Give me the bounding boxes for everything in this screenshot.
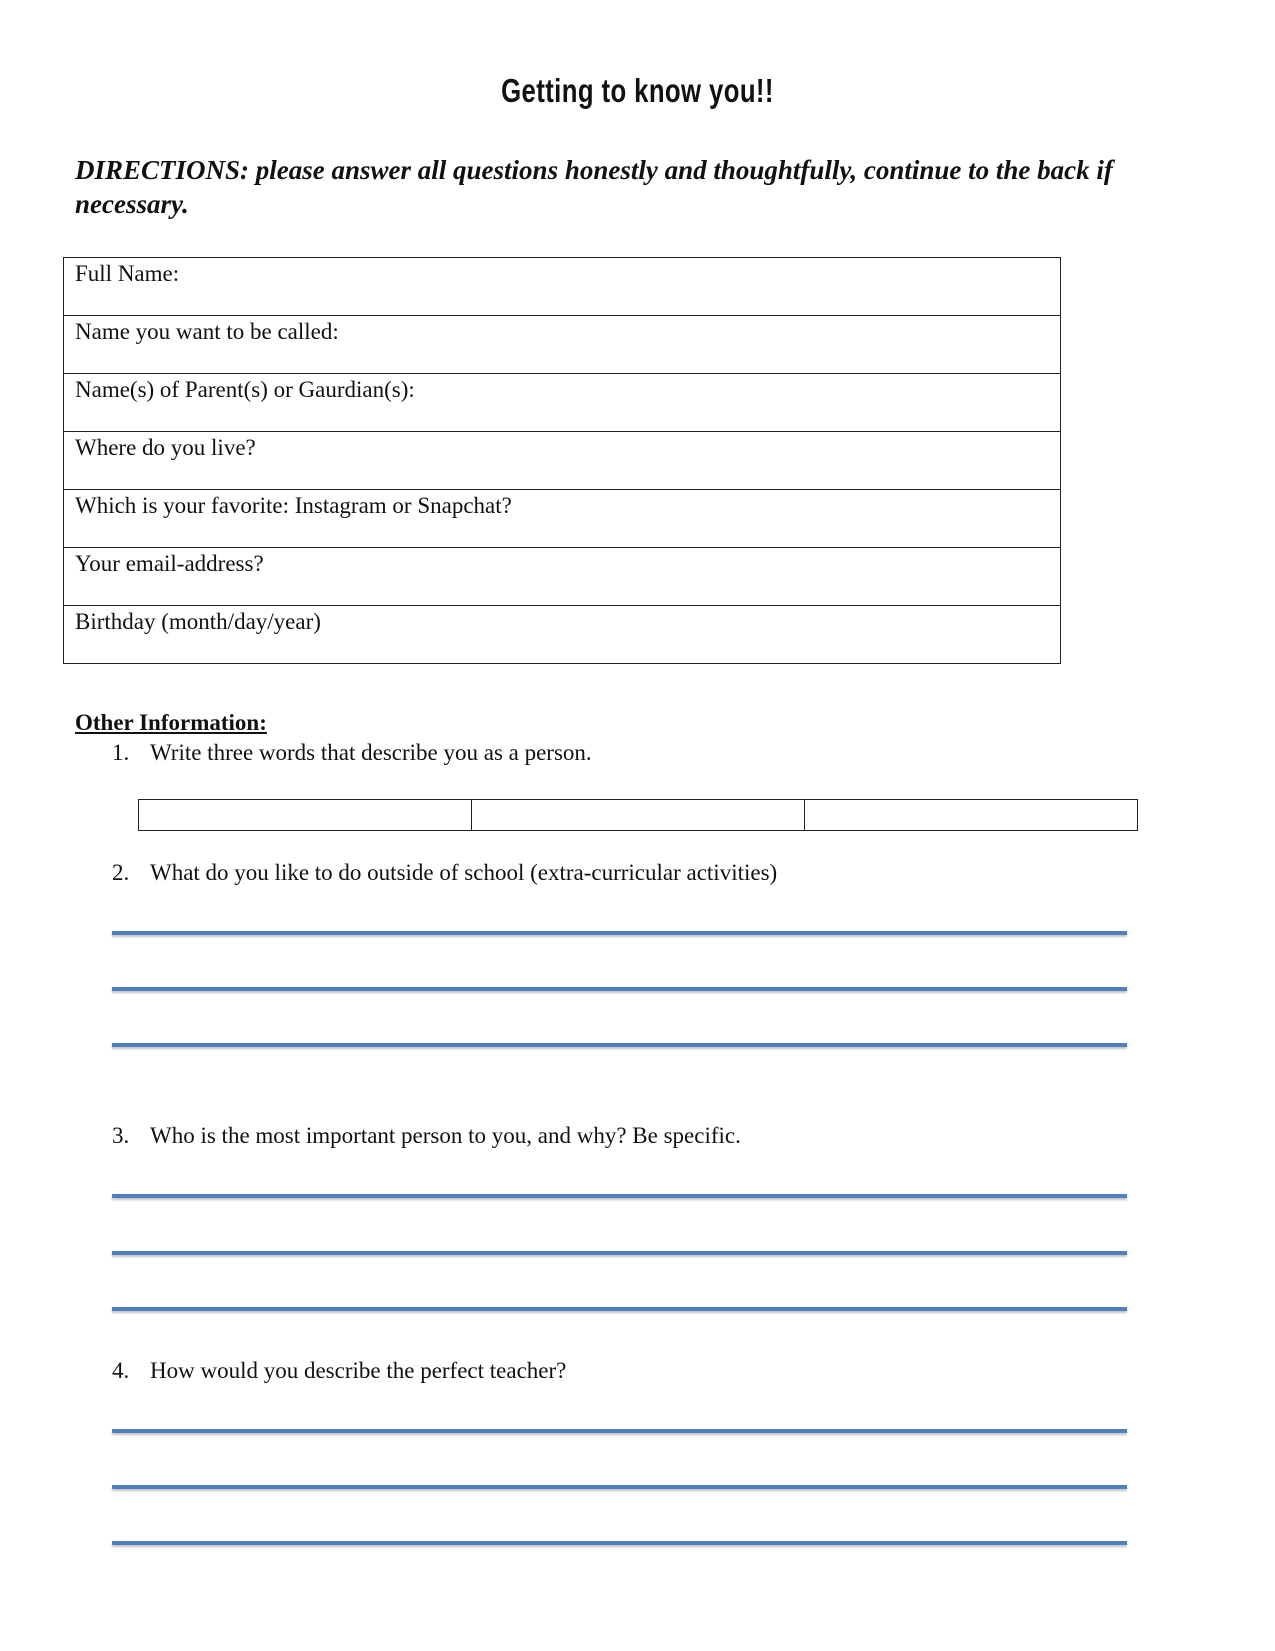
info-row-preferred-name[interactable] [64,316,1061,374]
answer-line[interactable] [112,1485,1127,1489]
answer-line[interactable] [112,1429,1127,1433]
info-row-email[interactable] [64,548,1061,606]
question-text: What do you like to do outside of school (extra-curricular activities) [150,860,778,885]
info-field-label[interactable]: Full Name: [64,258,1061,316]
directions-text: DIRECTIONS: please answer all questions honestly and thoughtfully, continue to the back if necessary. [75,155,1113,219]
question-1 [112,738,592,768]
info-field-label[interactable]: Birthday (month/day/year) [64,606,1061,664]
answer-line[interactable] [112,1043,1127,1047]
info-row-birthday[interactable] [64,606,1061,664]
question-text: Write three words that describe you as a person. [150,740,592,765]
answer-line[interactable] [112,1541,1127,1545]
info-row-location[interactable] [64,432,1061,490]
question-4 [112,1356,566,1386]
info-field-label[interactable]: Name you want to be called: [64,316,1061,374]
other-information-heading: Other Information: [75,710,267,735]
question-text: Who is the most important person to you, and why? Be specific. [150,1123,741,1148]
info-field-label[interactable]: Name(s) of Parent(s) or Gaurdian(s): [64,374,1061,432]
question-number: 3. [112,1123,130,1148]
answer-line[interactable] [112,1251,1127,1255]
info-row-favorite-app[interactable] [64,490,1061,548]
three-words-table [138,799,1138,831]
info-field-label[interactable]: Which is your favorite: Instagram or Snapchat? [64,490,1061,548]
word-1-field[interactable] [139,800,472,831]
question-3 [112,1121,741,1151]
question-text: How would you describe the perfect teacher? [150,1358,567,1383]
question-2 [112,858,777,888]
info-field-label[interactable]: Where do you live? [64,432,1061,490]
answer-line[interactable] [112,987,1127,991]
word-2-field[interactable] [472,800,805,831]
info-table [63,257,1061,664]
word-3-field[interactable] [805,800,1138,831]
question-number: 1. [112,740,130,765]
answer-line[interactable] [112,1307,1127,1311]
answer-line[interactable] [112,1194,1127,1198]
question-number: 2. [112,860,130,885]
page-title: Getting to know you!! [501,72,774,109]
info-row-full-name[interactable] [64,258,1061,316]
info-field-label[interactable]: Your email-address? [64,548,1061,606]
question-number: 4. [112,1358,130,1383]
info-row-parents[interactable] [64,374,1061,432]
answer-line[interactable] [112,931,1127,935]
